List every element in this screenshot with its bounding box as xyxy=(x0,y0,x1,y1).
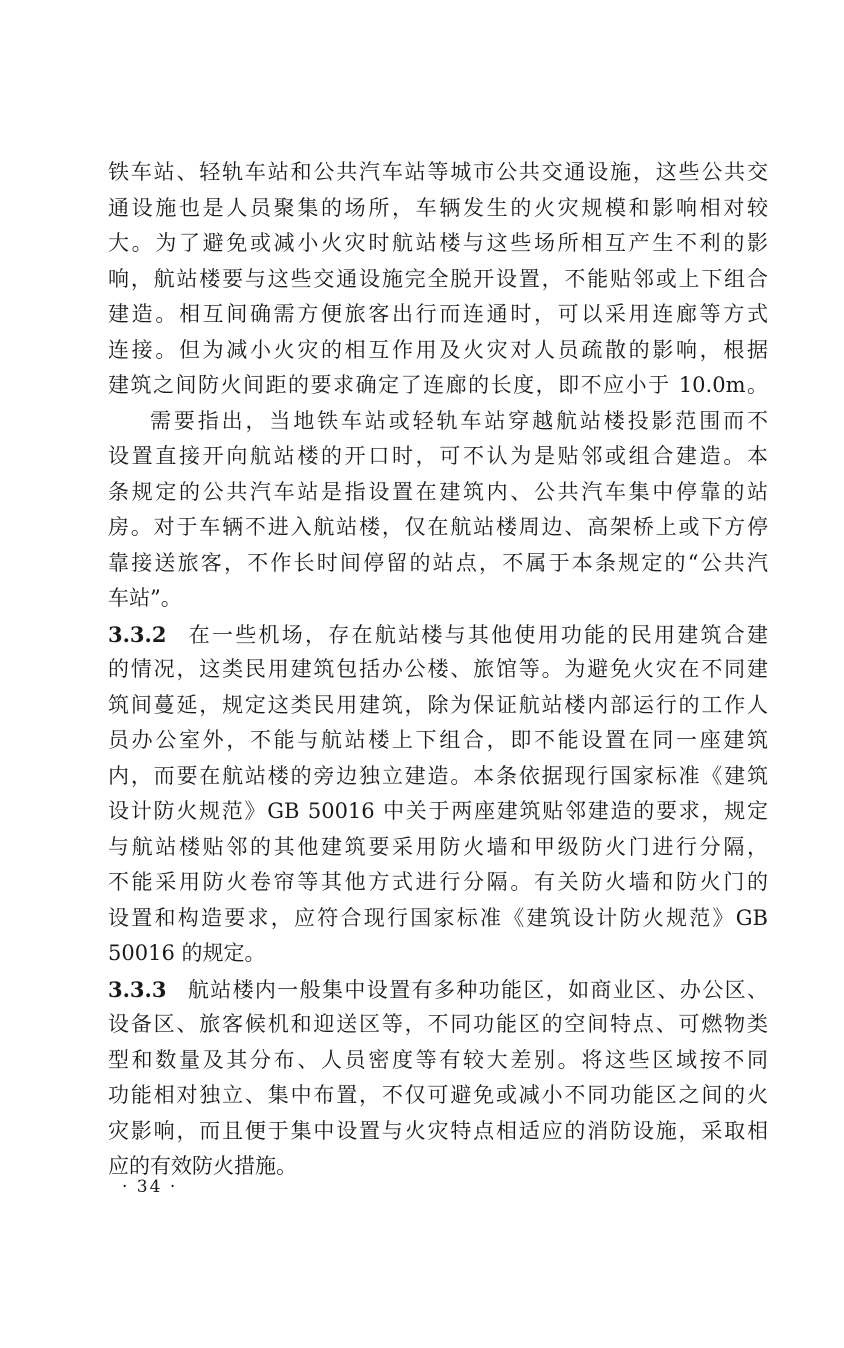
text-line: 房。对于车辆不进入航站楼，仅在航站楼周边、高架桥上或下方停 xyxy=(108,515,768,539)
text-line: 建筑之间防火间距的要求确定了连廊的长度，即不应小于 10.0m。 xyxy=(108,373,768,397)
text-line: 不能采用防火卷帘等其他方式进行分隔。有关防火墙和防火门的 xyxy=(108,870,768,894)
text-line: 灾影响，而且便于集中设置与火灾特点相适应的消防设施，采取相 xyxy=(108,1118,768,1143)
page-number: · 34 · xyxy=(122,1177,178,1197)
text-line: 与航站楼贴邻的其他建筑要采用防火墙和甲级防火门进行分隔， xyxy=(108,834,768,859)
text-line: 筑间蔓延，规定这类民用建筑，除为保证航站楼内部运行的工作人 xyxy=(108,692,768,717)
text-line: 通设施也是人员聚集的场所，车辆发生的火灾规模和影响相对较 xyxy=(108,195,768,220)
body-text xyxy=(108,155,768,1185)
section-3-3-2-first-line xyxy=(108,617,768,653)
text-line: 的情况，这类民用建筑包括办公楼、旅馆等。为避免火灾在不同建 xyxy=(108,657,768,681)
text-line: 条规定的公共汽车站是指设置在建筑内、公共汽车集中停靠的站 xyxy=(108,479,768,504)
text-line: 设置和构造要求，应符合现行国家标准《建筑设计防火规范》GB xyxy=(108,905,768,930)
text-line: 大。为了避免或减小火灾时航站楼与这些场所相互产生不利的影 xyxy=(108,231,768,255)
section-3-3-3-first-line xyxy=(108,972,768,1008)
text-line: 应的有效防火措施。 xyxy=(108,1154,297,1178)
text-line: 连接。但为减小火灾的相互作用及火灾对人员疏散的影响，根据 xyxy=(108,337,768,362)
text-line: 50016 的规定。 xyxy=(108,941,266,965)
text-line: 型和数量及其分布、人员密度等有较大差别。将这些区域按不同 xyxy=(108,1047,768,1072)
text-line: 设备区、旅客候机和迎送区等，不同功能区的空间特点、可燃物类 xyxy=(108,1012,768,1036)
text-line: 车站”。 xyxy=(108,586,182,610)
text-line: 内，而要在航站楼的旁边独立建造。本条依据现行国家标准《建筑 xyxy=(108,763,768,788)
text-line: 员办公室外，不能与航站楼上下组合，即不能设置在同一座建筑 xyxy=(108,728,768,752)
text-line: 功能相对独立、集中布置，不仅可避免或减小不同功能区之间的火 xyxy=(108,1083,768,1107)
section-number: 3.3.2 xyxy=(108,621,167,647)
text-line: 设置直接开向航站楼的开口时，可不认为是贴邻或组合建造。本 xyxy=(108,444,768,468)
text-line: 靠接送旅客，不作长时间停留的站点，不属于本条规定的“公共汽 xyxy=(108,550,768,575)
section-number: 3.3.3 xyxy=(108,976,167,1002)
text-segment: 在一些机场，存在航站楼与其他使用功能的民用建筑合建 xyxy=(186,622,768,647)
text-line: 铁车站、轻轨车站和公共汽车站等城市公共交通设施，这些公共交 xyxy=(108,160,768,184)
text-line: 需要指出，当地铁车站或轻轨车站穿越航站楼投影范围而不 xyxy=(150,408,768,433)
text-segment: 航站楼内一般集中设置有多种功能区，如商业区、办公区、 xyxy=(186,977,768,1002)
text-line: 设计防火规范》GB 50016 中关于两座建筑贴邻建造的要求，规定 xyxy=(108,799,768,823)
text-line: 响，航站楼要与这些交通设施完全脱开设置，不能贴邻或上下组合 xyxy=(108,266,768,291)
text-line: 建造。相互间确需方便旅客出行而连通时，可以采用连廊等方式 xyxy=(108,302,768,326)
